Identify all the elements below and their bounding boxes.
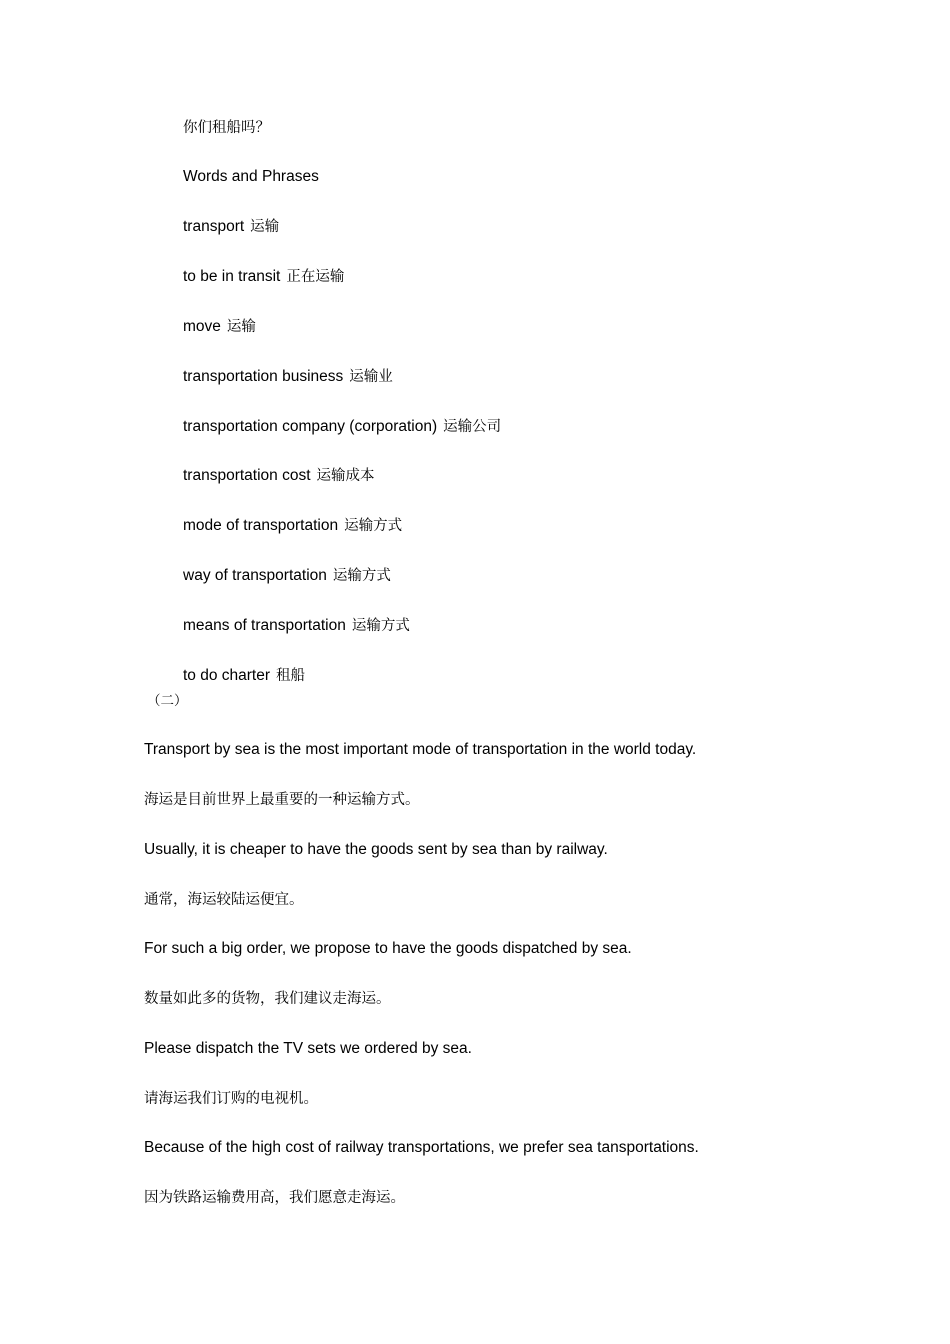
- intro-question: 你们租船吗？: [183, 120, 270, 136]
- vocab-translation: 运输: [250, 219, 280, 235]
- vocab-term: transportation business: [183, 368, 344, 385]
- vocab-translation: 正在运输: [286, 269, 345, 285]
- sentence-english: Transport by sea is the most important mode of transportation in the world today.: [144, 741, 697, 758]
- section-marker: （二）: [147, 693, 188, 709]
- vocab-item: [183, 465, 375, 486]
- sentence-chinese: 因为铁路运输费用高，我们愿意走海运。: [144, 1190, 405, 1206]
- vocab-term: to do charter: [183, 667, 271, 684]
- vocab-term: to be in transit: [183, 268, 281, 285]
- vocab-translation: 运输: [226, 319, 256, 335]
- vocab-item: [183, 416, 501, 437]
- vocab-term: way of transportation: [183, 567, 327, 584]
- vocab-item: [183, 316, 256, 337]
- vocab-translation: 运输方式: [351, 618, 410, 634]
- vocab-item: [183, 366, 393, 387]
- vocab-item: [183, 565, 391, 586]
- vocab-translation: 运输成本: [316, 468, 375, 484]
- vocab-item: [183, 665, 305, 686]
- sentence-chinese: 数量如此多的货物，我们建议走海运。: [144, 991, 391, 1007]
- sentence-chinese: 请海运我们订购的电视机。: [144, 1091, 318, 1107]
- sentence-english: Because of the high cost of railway transportations, we prefer sea tansportations.: [144, 1139, 699, 1156]
- vocab-heading: Words and Phrases: [183, 168, 319, 185]
- vocab-item: [183, 216, 279, 237]
- vocab-translation: 租船: [276, 668, 306, 684]
- vocab-term: move: [183, 318, 221, 335]
- vocab-item: [183, 615, 410, 636]
- sentence-english: Usually, it is cheaper to have the goods sent by sea than by railway.: [144, 841, 608, 858]
- vocab-item: [183, 515, 402, 536]
- vocab-item: [183, 266, 344, 287]
- sentence-english: Please dispatch the TV sets we ordered by sea.: [144, 1040, 472, 1057]
- vocab-term: transportation cost: [183, 467, 311, 484]
- vocab-translation: 运输业: [349, 369, 393, 385]
- sentence-english: For such a big order, we propose to have the goods dispatched by sea.: [144, 940, 632, 957]
- vocab-translation: 运输方式: [344, 518, 403, 534]
- sentence-chinese: 通常，海运较陆运便宜。: [144, 892, 304, 908]
- sentence-chinese: 海运是目前世界上最重要的一种运输方式。: [144, 792, 420, 808]
- vocab-term: transport: [183, 218, 245, 235]
- vocab-term: transportation company (corporation): [183, 418, 438, 435]
- vocab-term: mode of transportation: [183, 517, 339, 534]
- vocab-term: means of transportation: [183, 617, 346, 634]
- vocab-translation: 运输公司: [443, 419, 502, 435]
- vocab-translation: 运输方式: [332, 568, 391, 584]
